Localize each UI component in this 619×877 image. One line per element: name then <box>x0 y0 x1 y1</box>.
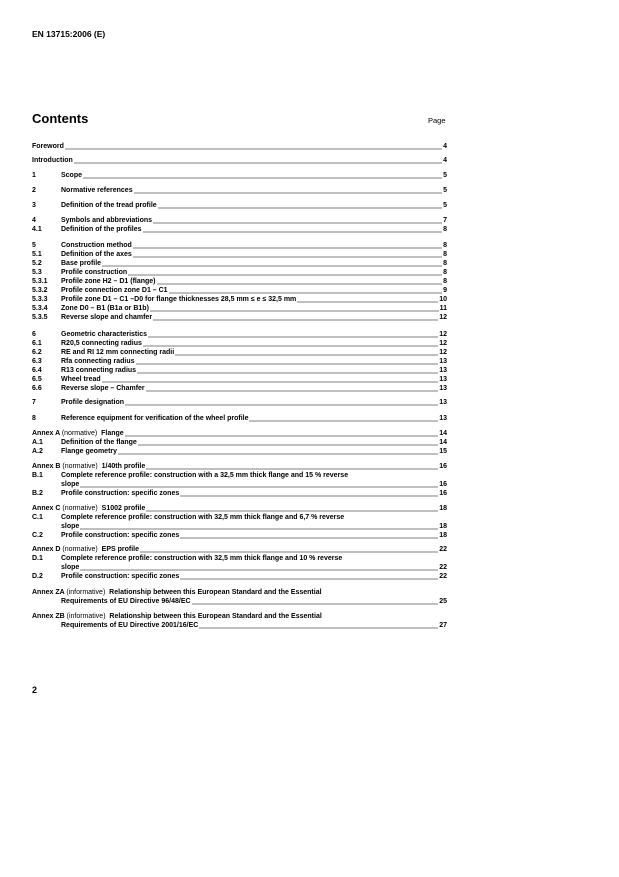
toc-entry[interactable] <box>32 398 447 407</box>
document-id: EN 13715:2006 (E) <box>32 29 106 39</box>
toc-entry-title: Profile zone D1 – C1 –D0 for flange thicknesses 28,5 mm ≤ e ≤ 32,5 mm <box>61 296 297 303</box>
toc-entry-page: 12 <box>439 340 447 347</box>
toc-entry-title: Profile construction: specific zones <box>61 490 180 497</box>
toc-entry[interactable] <box>32 414 447 423</box>
toc-entry-title: Relationship between this European Standard and the Essential <box>109 613 322 620</box>
toc-entry-number: 5.3.1 <box>32 278 48 285</box>
annex-label: Annex A <box>32 430 60 437</box>
toc-entry-continuation[interactable] <box>61 597 447 606</box>
toc-entry-title: Zone D0 – B1 (B1a or B1b) <box>61 305 149 312</box>
toc-entry-title: Definition of the tread profile <box>61 202 157 209</box>
toc-entry-number: 5.1 <box>32 251 42 258</box>
toc-entry[interactable] <box>32 357 447 366</box>
toc-entry-title: Introduction <box>32 157 73 164</box>
toc-entry-page: 18 <box>439 523 447 530</box>
toc-entry-number: A.2 <box>32 448 43 455</box>
toc-entry-title-cont: slope <box>61 564 80 571</box>
page-column-label: Page <box>428 116 446 125</box>
toc-entry-page: 12 <box>439 331 447 338</box>
toc-entry-page: 9 <box>443 287 447 294</box>
toc-entry-number: 5.3.4 <box>32 305 48 312</box>
toc-entry-number: 3 <box>32 202 36 209</box>
toc-annex-entry[interactable] <box>32 545 447 554</box>
toc-entry[interactable] <box>32 268 447 277</box>
toc-entry-title: Base profile <box>61 260 102 267</box>
toc-entry[interactable] <box>32 313 447 322</box>
toc-entry-page: 5 <box>443 187 447 194</box>
toc-entry[interactable] <box>32 330 447 339</box>
toc-entry-title: Foreword <box>32 143 64 150</box>
toc-entry-number: 4.1 <box>32 226 42 233</box>
toc-entry[interactable] <box>32 259 447 268</box>
toc-entry-title: Complete reference profile: construction with a 32,5 mm thick flange and 15 % reverse <box>61 472 349 479</box>
annex-qualifier: (normative) <box>62 505 98 512</box>
toc-entry-page: 14 <box>439 439 447 446</box>
annex-label: Annex B <box>32 463 61 470</box>
toc-entry-continuation[interactable] <box>61 563 447 572</box>
toc-entry-page: 8 <box>443 242 447 249</box>
toc-entry-title: EPS profile <box>101 546 139 553</box>
toc-entry-page: 22 <box>439 573 447 580</box>
toc-entry-continuation[interactable] <box>61 522 447 531</box>
toc-entry-title: Profile zone H2 – D1 (flange) <box>61 278 156 285</box>
toc-entry-title: Relationship between this European Standard and the Essential <box>109 589 322 596</box>
toc-entry-number: 6.5 <box>32 376 42 383</box>
toc-entry[interactable] <box>32 225 447 234</box>
toc-entry-number: 6.1 <box>32 340 42 347</box>
toc-entry-page: 8 <box>443 278 447 285</box>
page-title: Contents <box>32 111 89 126</box>
toc-entry-page: 8 <box>443 251 447 258</box>
annex-label: Annex ZA <box>32 589 65 596</box>
toc-entry-title: RE and RI 12 mm connecting radii <box>61 349 175 356</box>
toc-entry-title: Geometric characteristics <box>61 331 147 338</box>
toc-entry-title: Definition of the flange <box>61 439 137 446</box>
toc-entry-number: 5 <box>32 242 36 249</box>
toc-entry-page: 5 <box>443 202 447 209</box>
toc-entry-title: Reverse slope – Chamfer <box>61 385 145 392</box>
toc-entry-continuation[interactable] <box>61 621 447 630</box>
toc-entry-page: 13 <box>439 385 447 392</box>
toc-entry-title-cont: slope <box>61 523 80 530</box>
toc-entry-title: Complete reference profile: construction with 32,5 mm thick flange and 6,7 % reverse <box>61 514 345 521</box>
toc-entry-page: 13 <box>439 358 447 365</box>
toc-entry[interactable] <box>32 142 447 151</box>
toc-entry-title-cont: Requirements of EU Directive 96/48/EC <box>61 598 191 605</box>
toc-entry-title: R13 connecting radius <box>61 367 137 374</box>
toc-entry-page: 22 <box>439 546 447 553</box>
toc-entry[interactable] <box>32 277 447 286</box>
toc-entry-number: 6.4 <box>32 367 42 374</box>
toc-entry-multiline[interactable] <box>32 513 447 522</box>
toc-entry-title: Normative references <box>61 187 133 194</box>
toc-entry[interactable] <box>32 447 447 456</box>
toc-entry-title: Reverse slope and chamfer <box>61 314 153 321</box>
toc-entry-number: 2 <box>32 187 36 194</box>
annex-qualifier: (normative) <box>62 463 98 470</box>
toc-entry-number: C.2 <box>32 532 43 539</box>
toc-entry-number: B.2 <box>32 490 43 497</box>
toc-entry-number: D.1 <box>32 555 43 562</box>
toc-entry-multiline[interactable] <box>32 554 447 563</box>
toc-entry-page: 22 <box>439 564 447 571</box>
toc-entry-continuation[interactable] <box>61 480 447 489</box>
toc-entry-title: Definition of the profiles <box>61 226 142 233</box>
toc-entry[interactable] <box>32 375 447 384</box>
toc-entry[interactable] <box>32 489 447 498</box>
toc-annex-entry[interactable] <box>32 504 447 513</box>
toc-entry-page: 13 <box>439 367 447 374</box>
toc-annex-entry[interactable] <box>32 462 447 471</box>
toc-entry-page: 12 <box>439 349 447 356</box>
toc-entry[interactable] <box>32 156 447 165</box>
toc-entry-number: D.2 <box>32 573 43 580</box>
toc-entry-page: 16 <box>439 490 447 497</box>
annex-label: Annex D <box>32 546 61 553</box>
toc-entry-title: Profile designation <box>61 399 125 406</box>
toc-entry[interactable] <box>32 438 447 447</box>
toc-entry-title: R20,5 connecting radius <box>61 340 142 347</box>
toc-entry[interactable] <box>32 186 447 195</box>
toc-entry-title: Scope <box>61 172 83 179</box>
toc-entry-title: Symbols and abbreviations <box>61 217 153 224</box>
annex-qualifier: (informative) <box>66 613 106 620</box>
toc-entry-page: 12 <box>439 314 447 321</box>
toc-entry-page: 8 <box>443 269 447 276</box>
toc-entry-number: A.1 <box>32 439 43 446</box>
annex-qualifier: (informative) <box>66 589 106 596</box>
toc-entry-title: Profile construction <box>61 269 128 276</box>
toc-entry-title: 1/40th profile <box>101 463 146 470</box>
toc-entry-title: Construction method <box>61 242 132 249</box>
toc-entry-page: 15 <box>439 448 447 455</box>
annex-label: Annex ZB <box>32 613 65 620</box>
toc-entry[interactable] <box>32 348 447 357</box>
toc-entry[interactable] <box>32 286 447 295</box>
toc-entry[interactable] <box>32 384 447 393</box>
toc-entry-number: C.1 <box>32 514 43 521</box>
toc-entry-title: Profile connection zone D1 – C1 <box>61 287 168 294</box>
toc-entry-number: 5.2 <box>32 260 42 267</box>
toc-entry-title: Flange <box>101 430 124 437</box>
toc-entry-page: 4 <box>443 143 447 150</box>
toc-annex-entry[interactable] <box>32 429 447 438</box>
annex-label: Annex C <box>32 505 61 512</box>
toc-annex-entry-multiline[interactable] <box>32 612 447 621</box>
toc-entry-page: 11 <box>439 305 447 312</box>
toc-entry-page: 13 <box>439 376 447 383</box>
annex-qualifier: (normative) <box>61 430 98 437</box>
toc-entry-page: 16 <box>439 481 447 488</box>
toc-entry-title: Definition of the axes <box>61 251 132 258</box>
toc-entry-number: 5.3.2 <box>32 287 48 294</box>
toc-entry-title: Profile construction: specific zones <box>61 573 180 580</box>
toc-entry-page: 10 <box>439 296 447 303</box>
toc-entry[interactable] <box>32 339 447 348</box>
toc-entry-number: B.1 <box>32 472 43 479</box>
toc-entry-number: 4 <box>32 217 36 224</box>
toc-entry[interactable] <box>32 216 447 225</box>
toc-entry-number: 5.3.5 <box>32 314 48 321</box>
toc-entry[interactable] <box>32 201 447 210</box>
annex-qualifier: (normative) <box>62 546 98 553</box>
toc-entry-number: 8 <box>32 415 36 422</box>
toc-entry-title: Rfa connecting radius <box>61 358 135 365</box>
toc-entry-page: 13 <box>439 415 447 422</box>
toc-entry-title: S1002 profile <box>101 505 146 512</box>
toc-entry[interactable] <box>32 241 447 250</box>
toc-entry-number: 7 <box>32 399 36 406</box>
toc-entry-page: 25 <box>439 598 447 605</box>
toc-entry-title: Flange geometry <box>61 448 118 455</box>
toc-entry-number: 6 <box>32 331 36 338</box>
toc-entry-page: 8 <box>443 260 447 267</box>
toc-entry[interactable] <box>32 366 447 375</box>
toc-entry-title-cont: slope <box>61 481 80 488</box>
toc-entry[interactable] <box>32 171 447 180</box>
toc-entry-page: 18 <box>439 505 447 512</box>
toc-entry-title: Wheel tread <box>61 376 101 383</box>
toc-entry-title: Profile construction: specific zones <box>61 532 180 539</box>
toc-entry-page: 4 <box>443 157 447 164</box>
toc-entry[interactable] <box>32 572 447 581</box>
toc-entry-page: 8 <box>443 226 447 233</box>
toc-entry-title: Complete reference profile: construction with 32,5 mm thick flange and 10 % reverse <box>61 555 343 562</box>
toc-entry[interactable] <box>32 295 447 304</box>
toc-entry-number: 6.2 <box>32 349 42 356</box>
toc-entry-page: 14 <box>439 430 447 437</box>
page-number: 2 <box>32 685 38 695</box>
toc-entry-title: Reference equipment for verification of the wheel profile <box>61 415 249 422</box>
toc-entry-page: 18 <box>439 532 447 539</box>
toc-entry-number: 5.3 <box>32 269 42 276</box>
toc-entry-number: 5.3.3 <box>32 296 48 303</box>
toc-entry-page: 16 <box>439 463 447 470</box>
toc-entry-page: 27 <box>439 622 447 629</box>
toc-entry[interactable] <box>32 531 447 540</box>
toc-entry-number: 6.6 <box>32 385 42 392</box>
toc-entry-title-cont: Requirements of EU Directive 2001/16/EC <box>61 622 199 629</box>
toc-entry-multiline[interactable] <box>32 471 447 480</box>
toc-entry[interactable] <box>32 250 447 259</box>
toc-annex-entry-multiline[interactable] <box>32 588 447 597</box>
toc-entry[interactable] <box>32 304 447 313</box>
toc-entry-page: 5 <box>443 172 447 179</box>
toc-entry-number: 6.3 <box>32 358 42 365</box>
toc-entry-page: 13 <box>439 399 447 406</box>
toc-entry-page: 7 <box>443 217 447 224</box>
toc-entry-number: 1 <box>32 172 36 179</box>
